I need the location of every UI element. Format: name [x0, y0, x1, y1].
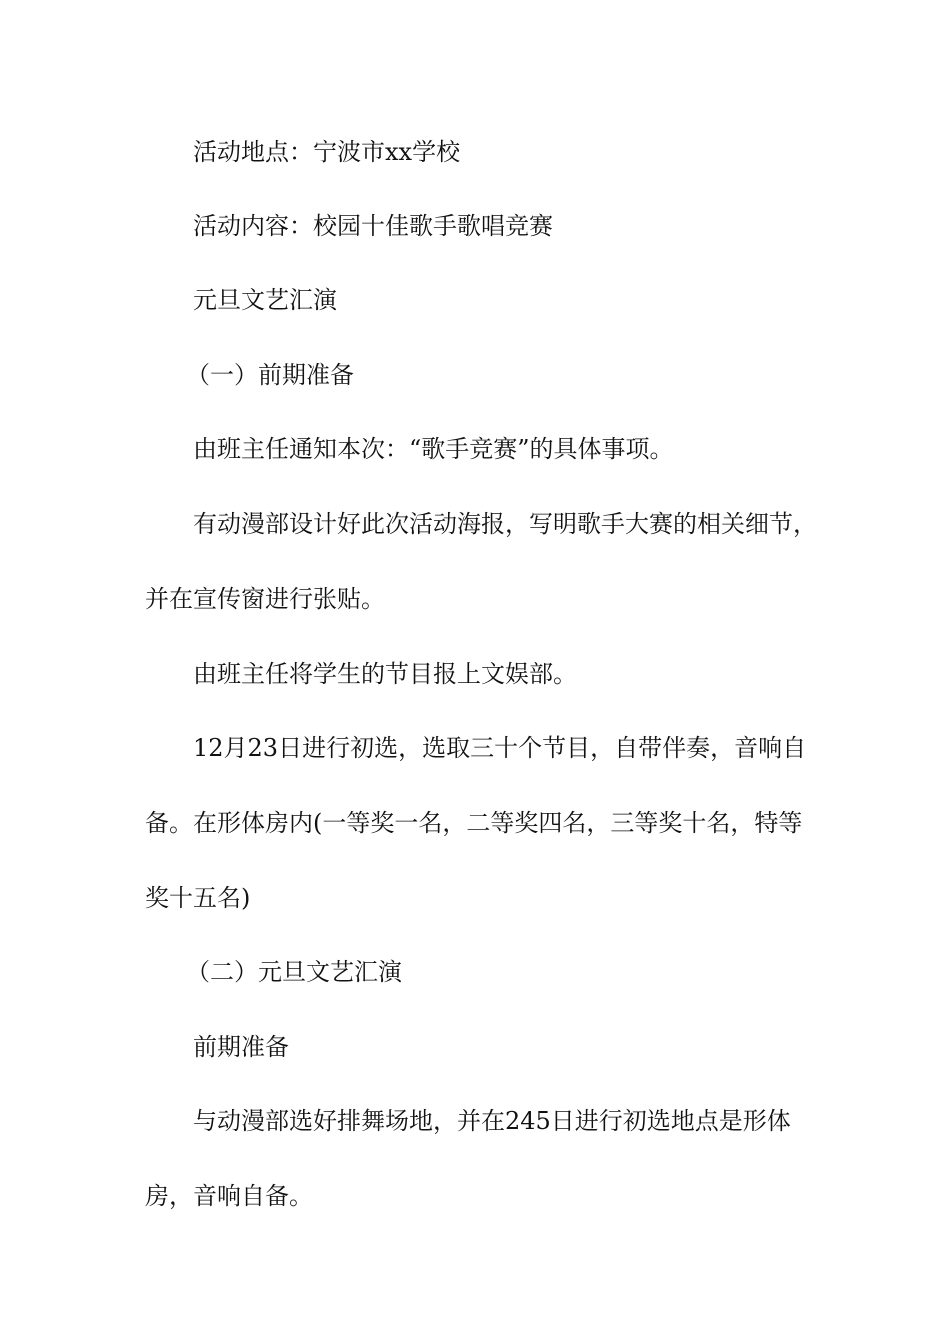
paragraph-poster-line-1: 有动漫部设计好此次活动海报，写明歌手大赛的相关细节，	[193, 510, 817, 538]
paragraph-venue-select-line-2: 房，音响自备。	[145, 1182, 313, 1210]
paragraph-selection-line-2: 备。在形体房内(一等奖一名，二等奖四名，三等奖十名，特等	[145, 809, 803, 837]
paragraph-selection-line-3: 奖十五名)	[145, 884, 251, 912]
paragraph-notice: 由班主任通知本次：“歌手竞赛”的具体事项。	[193, 435, 674, 463]
paragraph-event-title: 元旦文艺汇演	[193, 286, 337, 314]
paragraph-prep: 前期准备	[193, 1033, 289, 1061]
paragraph-selection-line-1: 12月23日进行初选，选取三十个节目，自带伴奏，音响自	[193, 734, 807, 762]
paragraph-content: 活动内容：校园十佳歌手歌唱竞赛	[193, 212, 553, 240]
paragraph-poster-line-2: 并在宣传窗进行张贴。	[145, 585, 385, 613]
section-heading-1: （一）前期准备	[186, 361, 354, 389]
section-heading-2: （二）元旦文艺汇演	[186, 958, 402, 986]
paragraph-report: 由班主任将学生的节目报上文娱部。	[193, 660, 577, 688]
paragraph-venue: 活动地点：宁波市xx学校	[193, 138, 461, 166]
paragraph-venue-select-line-1: 与动漫部选好排舞场地，并在245日进行初选地点是形体	[193, 1107, 791, 1135]
